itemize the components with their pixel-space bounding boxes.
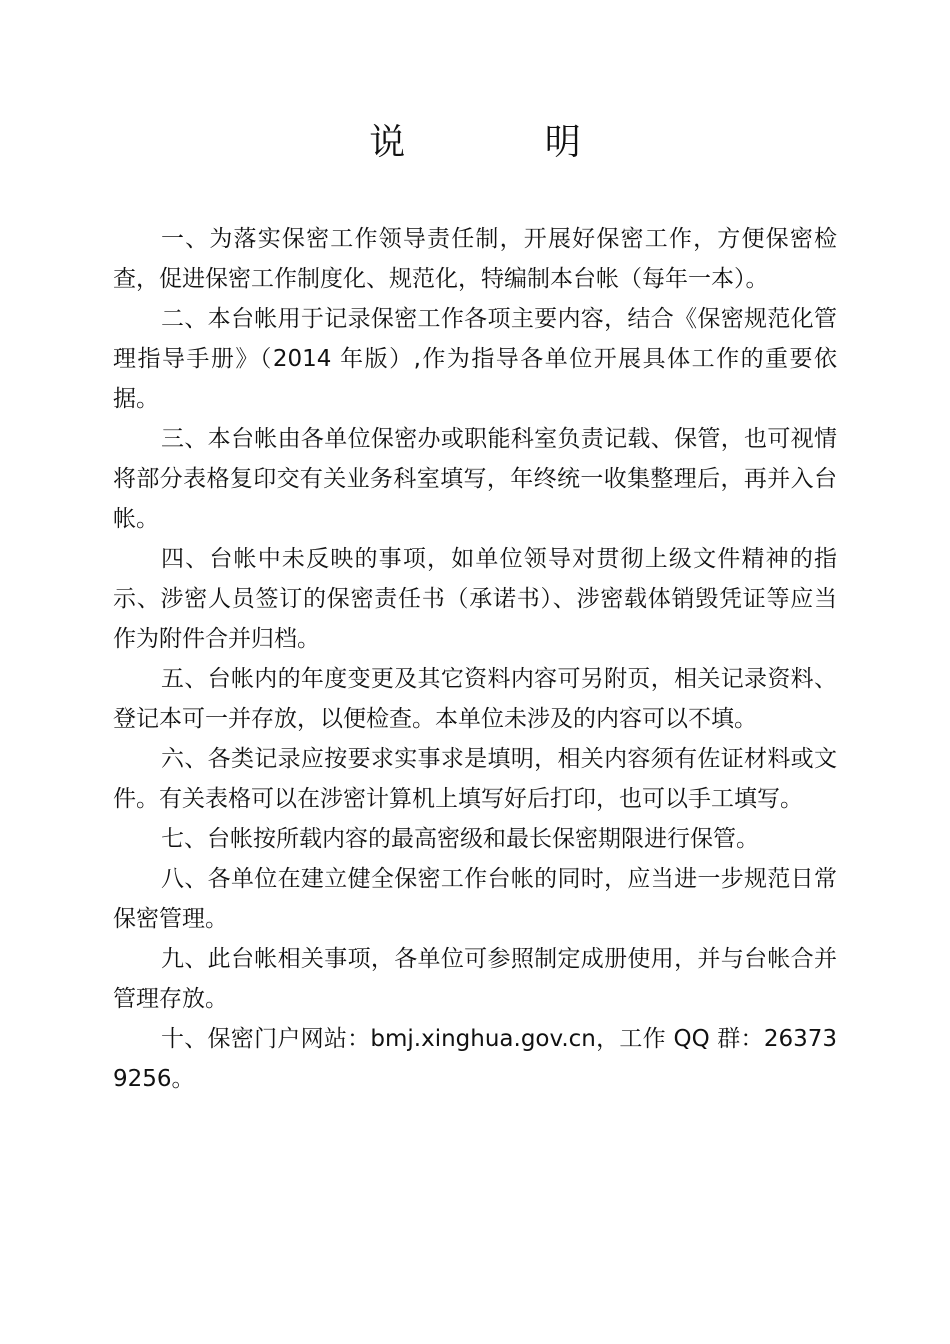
paragraph-9: 九、此台帐相关事项，各单位可参照制定成册使用，并与台帐合并管理存放。	[113, 946, 837, 1012]
paragraph-7: 七、台帐按所载内容的最高密级和最长保密期限进行保管。	[161, 826, 759, 852]
paragraph-4: 四、台帐中未反映的事项，如单位领导对贯彻上级文件精神的指示、涉密人员签订的保密责任书（承诺书）、涉密载体销毁凭证等应当作为附件合并归档。	[113, 546, 837, 652]
page-title: 说 明	[369, 122, 645, 163]
paragraph-1: 一、为落实保密工作领导责任制，开展好保密工作，方便保密检查，促进保密工作制度化、规范化，特编制本台帐（每年一本）。	[113, 226, 837, 292]
paragraph-3: 三、本台帐由各单位保密办或职能科室负责记载、保管，也可视情将部分表格复印交有关业务科室填写，年终统一收集整理后，再并入台帐。	[113, 426, 837, 532]
paragraph-6: 六、各类记录应按要求实事求是填明，相关内容须有佐证材料或文件。有关表格可以在涉密计算机上填写好后打印，也可以手工填写。	[113, 746, 837, 812]
paragraph-5: 五、台帐内的年度变更及其它资料内容可另附页，相关记录资料、登记本可一并存放，以便检查。本单位未涉及的内容可以不填。	[113, 666, 837, 732]
paragraph-8: 八、各单位在建立健全保密工作台帐的同时，应当进一步规范日常保密管理。	[113, 866, 837, 932]
paragraph-10: 十、保密门户网站：bmj.xinghua.gov.cn，工作 QQ 群：263739256。	[113, 1026, 837, 1092]
instructions-body	[113, 219, 837, 1099]
paragraph-2: 二、本台帐用于记录保密工作各项主要内容，结合《保密规范化管理指导手册》（2014 年版）,作为指导各单位开展具体工作的重要依据。	[113, 306, 837, 412]
